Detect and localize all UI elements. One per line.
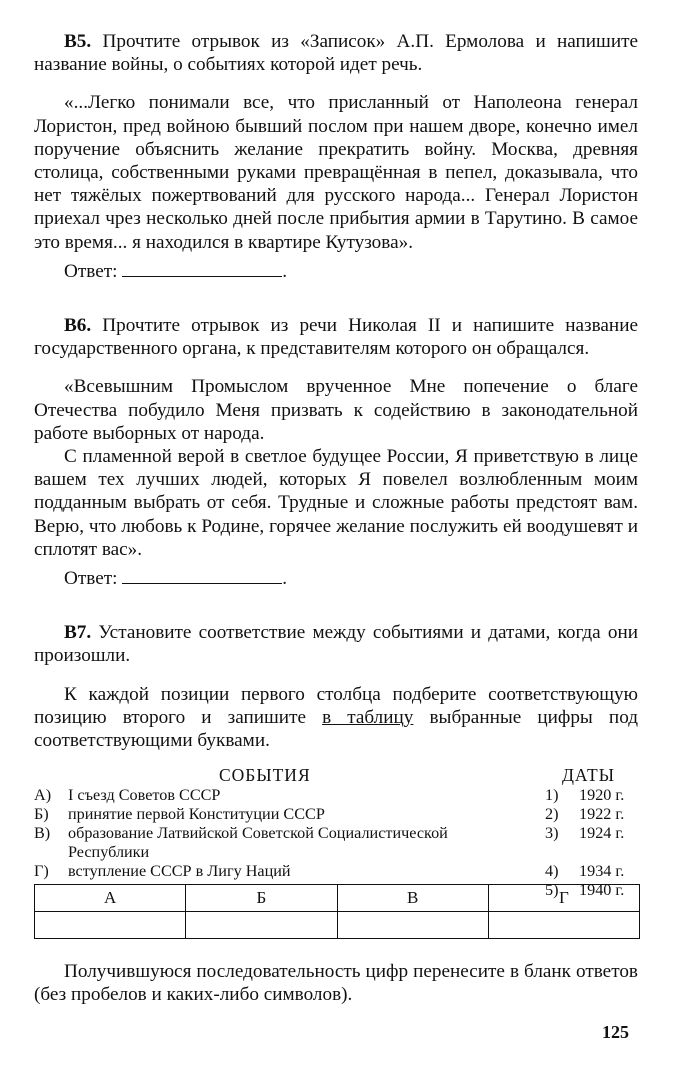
event-text: I съезд Советов СССР	[68, 786, 221, 805]
answer-cell-a[interactable]	[35, 912, 186, 939]
b5-quote: «...Легко понимали все, что присланный от Наполеона генерал Лористон, пред войною бывший послом при нашем дворе, конечно имел поручение объяснить желание прекратить войну. Москва, древняя столица, собственными руками превращённая в пепел, доказывала, что нет тяжёлых пожертвований для русского народа... Генерал Лористон приехал чрез несколько дней после прибытия армии в Тарутино. В самое это время... я находился в квартире Кутузова».	[34, 92, 638, 253]
answer-table-header-v: В	[337, 885, 488, 912]
b7-instruction-table-link: в таблицу	[322, 706, 414, 728]
b6-question-text: Прочтите отрывок из речи Николая II и напишите название государственного органа, к представителям которого он обращался.	[34, 315, 638, 360]
b7-footer-instruction: Получившуюся последовательность цифр перенесите в бланк ответов (без пробелов и каких-либо символов).	[34, 961, 638, 1006]
b6-answer: Ответ: .	[64, 568, 288, 590]
b5-answer-label: Ответ:	[64, 260, 118, 282]
date-value: 1920 г.	[579, 786, 625, 805]
answer-cell-b[interactable]	[186, 912, 337, 939]
question-b6	[34, 314, 638, 590]
answer-table-input-row	[35, 912, 640, 939]
event-letter: Г)	[34, 862, 49, 881]
date-number: 5)	[545, 881, 559, 900]
b6-number: В6.	[64, 315, 92, 337]
b6-answer-label: Ответ:	[64, 568, 118, 590]
textbook-page	[34, 30, 639, 1042]
date-number: 4)	[545, 862, 559, 881]
b6-answer-blank[interactable]	[122, 567, 282, 584]
b6-question	[34, 314, 638, 360]
b5-answer: Ответ: .	[64, 260, 288, 282]
page-number: 125	[602, 1022, 629, 1042]
date-number: 3)	[545, 824, 559, 843]
answer-table-header-row	[35, 885, 640, 912]
event-letter: Б)	[34, 805, 49, 824]
date-number: 2)	[545, 805, 559, 824]
event-text: образование Латвийской Советской Социалистической Республики	[68, 824, 448, 861]
answer-table-header-g: Г	[488, 885, 639, 912]
date-number: 1)	[545, 786, 559, 805]
b7-instruction	[34, 683, 638, 753]
answer-cell-v[interactable]	[337, 912, 488, 939]
question-b5	[34, 30, 638, 283]
b6-quote-paragraph-1: «Всевышним Промыслом врученное Мне попечение о благе Отечества побудило Меня призвать к содействию в законодательной работе выборных от народа.	[34, 376, 638, 444]
b5-number: В5.	[64, 31, 92, 52]
b7-instruction-end: выбранные цифры под соответствующими буквами.	[34, 706, 639, 752]
date-value: 1940 г.	[579, 881, 625, 900]
b7-question-text: Установите соответствие между событиями и датами, когда они произошли.	[34, 622, 639, 667]
b6-quote-paragraph-2: С пламенной верой в светлое будущее России, Я приветствую в лице вашем тех лучших людей, которых Я повелел возлюбленным моим подданным выбрать от себя. Трудные и сложные работы предстоят вам. Верю, что любовь к Родине, горячее желание послужить ей воодушевят и сплотят вас».	[34, 446, 638, 560]
event-text: принятие первой Конституции СССР	[68, 805, 325, 824]
event-letter: А)	[34, 786, 52, 805]
answer-table	[34, 884, 640, 939]
events-header: СОБЫТИЯ	[219, 765, 311, 786]
b7-number: В7.	[64, 622, 92, 644]
answer-table-header-a: А	[35, 885, 186, 912]
b7-question	[34, 621, 638, 667]
b7-instruction-start: К каждой позиции первого столбца подберите соответствующую позицию второго и запишите	[34, 683, 638, 728]
b5-question-text: Прочтите отрывок из «Записок» А.П. Ермолова и напишите название войны, о событиях которой идет речь.	[34, 31, 639, 76]
b5-question	[34, 30, 638, 76]
answer-table-header-b: Б	[186, 885, 337, 912]
question-b7	[34, 621, 639, 900]
date-value: 1922 г.	[579, 805, 625, 824]
answer-cell-g[interactable]	[488, 912, 639, 939]
matching-lists	[34, 765, 638, 900]
date-value: 1934 г.	[579, 862, 625, 881]
event-letter: В)	[34, 824, 51, 843]
date-value: 1924 г.	[579, 824, 625, 843]
b5-answer-blank[interactable]	[122, 260, 282, 277]
event-text: вступление СССР в Лигу Наций	[68, 862, 291, 881]
dates-header: ДАТЫ	[562, 765, 615, 786]
